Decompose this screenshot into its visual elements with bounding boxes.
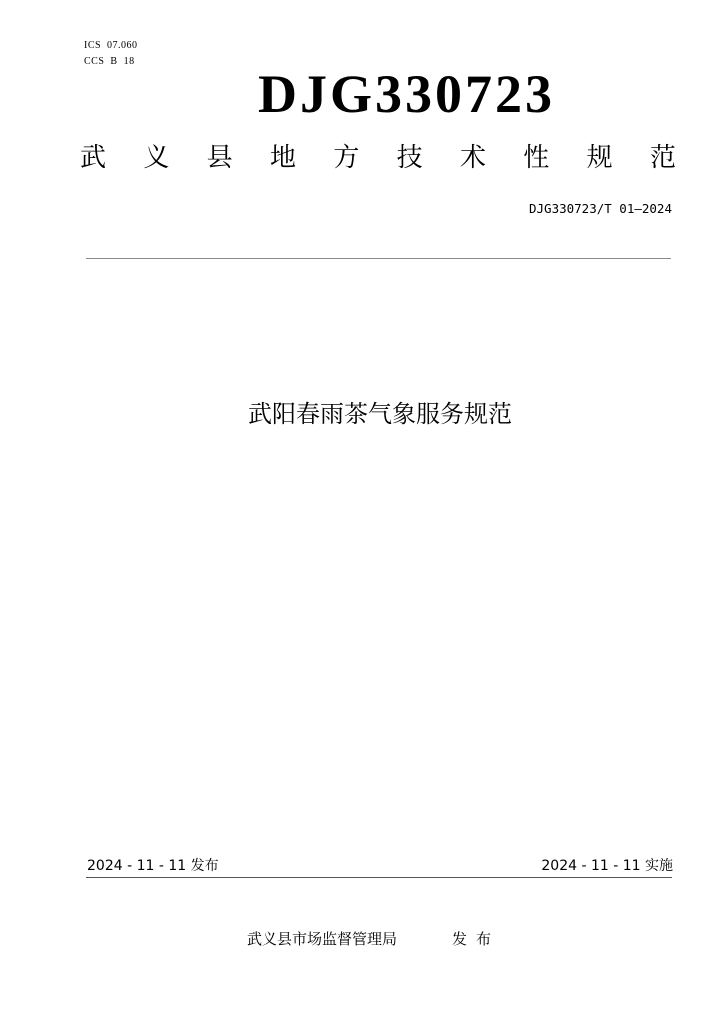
implementation-date: 2024 - 11 - 11 实施 xyxy=(541,858,673,874)
category-char: 方 xyxy=(333,143,360,173)
document-title: 武阳春雨茶气象服务规范 xyxy=(248,400,512,428)
standard-number: DJG330723/T 01—2024 xyxy=(529,201,672,216)
ics-code: ICS 07.060 xyxy=(84,40,138,51)
category-char: 术 xyxy=(459,143,486,173)
category-char: 技 xyxy=(396,143,423,173)
category-char: 义 xyxy=(143,143,170,173)
footer-divider xyxy=(86,877,672,878)
header-divider xyxy=(86,258,671,259)
category-char: 县 xyxy=(206,143,233,173)
standard-category xyxy=(80,140,676,176)
publication-date: 2024 - 11 - 11 发布 xyxy=(87,858,219,874)
category-char: 地 xyxy=(269,143,296,173)
category-char: 武 xyxy=(80,143,107,173)
issuing-authority: 武义县市场监督管理局 xyxy=(247,930,398,948)
category-char: 规 xyxy=(586,143,613,173)
issue-label: 发布 xyxy=(452,930,501,948)
category-char: 性 xyxy=(523,143,550,173)
standard-logo-code: DJG330723 xyxy=(258,64,555,124)
category-char: 范 xyxy=(649,143,676,173)
ccs-code: CCS B 18 xyxy=(84,56,135,67)
